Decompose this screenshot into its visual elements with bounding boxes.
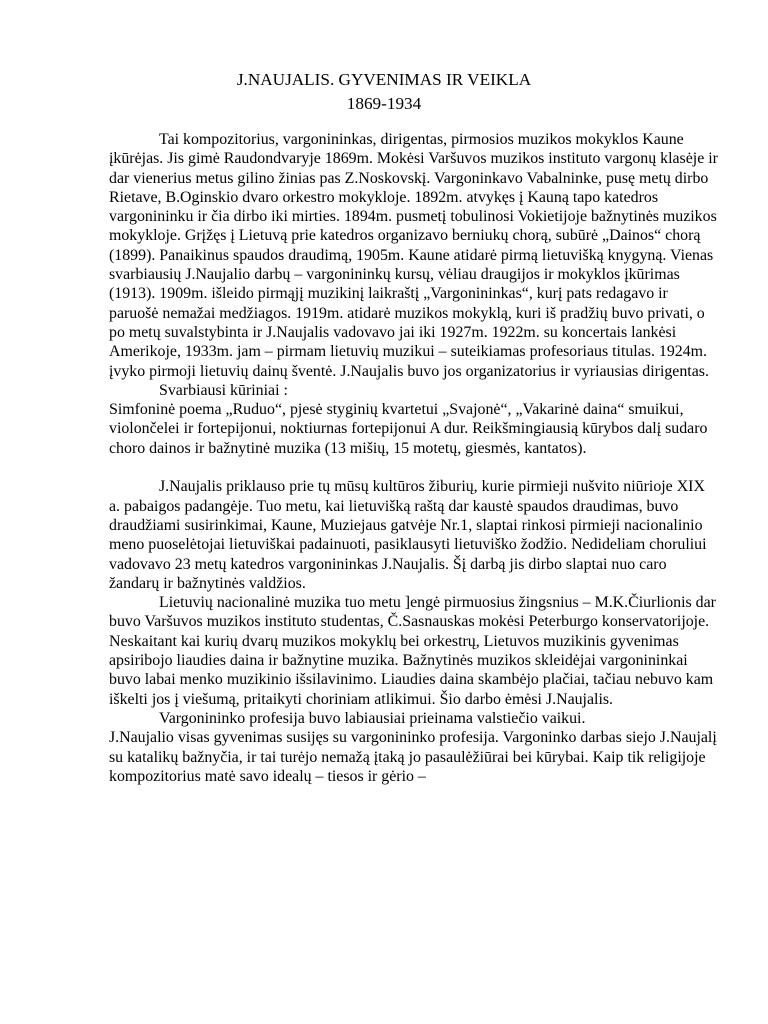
- paragraph-spacer: [109, 458, 719, 477]
- paragraph-culture: J.Naujalis priklauso prie tų mūsų kultūros žiburių, kurie pirmieji nušvito niūrioje XIX a. pabaigos padangėje. Tuo metu, kai lietuvišką raštą dar kaustė spaudos draudimas, buvo draudžiami susirinkimai, Kaune, Muziejaus gatvėje Nr.1, slaptai rinkosi pirmieji nacionalinio meno puoselėtojai lietuviškai padainuoti, pasiklausyti lietuviško žodžio. Nedideliam choruliui vadovavo 23 metų katedros vargonininkas J.Naujalis. Šį darbą jis dirbo slaptai nuo caro žandarų ir bažnytinės valdžios.: [109, 478, 707, 592]
- paragraph-profession: Vargonininko profesija buvo labiausiai prieinama valstiečio vaikui.: [159, 709, 586, 727]
- document-years: 1869-1934: [346, 94, 422, 113]
- paragraph-works-list: Simfoninė poema „Ruduo“, pjesė styginių kvartetui „Svajonė“, „Vakarinė daina“ smuikui, violončelei ir fortepijonui, noktiurnas fortepijonui A dur. Reikšmingiausią kūrybos dalį sudaro choro dainos ir bažnytinė muzika (13 mišių, 15 motetų, giesmės, kantatos).: [109, 401, 708, 457]
- paragraph-life: J.Naujalio visas gyvenimas susijęs su vargonininko profesija. Vargoninko darbas siejo J.Naujalį su katalikų bažnyčia, ir tai turėjo nemažą įtaką jo pasaulėžiūrai bei kūrybai. Kaip tik religijoje kompozitorius matė savo idealų – tiesos ir gėrio –: [109, 729, 717, 785]
- document-body: [109, 130, 719, 786]
- paragraph-works-heading: Svarbiausi kūriniai :: [159, 381, 288, 399]
- paragraph-biography: Tai kompozitorius, vargonininkas, dirigentas, pirmosios muzikos mokyklos Kaune įkūrėjas. Jis gimė Raudondvaryje 1869m. Mokėsi Varšuvos muzikos instituto vargonų klasėje ir dar vienerius metus gilino žinias pas Z.Noskovskį. Vargoninkavo Vabalninke, pusę metų dirbo Rietave, B.Oginskio dvaro orkestro mokykloje. 1892m. atvykęs į Kauną tapo katedros vargonininku ir čia dirbo iki mirties. 1894m. pusmetį tobulinosi Vokietijoje bažnytinės muzikos mokykloje. Grįžęs į Lietuvą prie katedros organizavo berniukų chorą, subūrė „Dainos“ chorą (1899). Panaikinus spaudos draudimą, 1905m. Kaune atidarė pirmą lietuvišką knygyną. Vienas svarbiausių J.Naujalio darbų – vargonininkų kursų, vėliau draugijos ir mokyklos įkūrimas (1913). 1909m. išleido pirmąjį muzikinį laikraštį „Vargonininkas“, kurį pats redagavo ir paruošė nemažai medžiagos. 1919m. atidarė muzikos mokyklą, kuri iš pradžių buvo privati, o po metų suvalstybinta ir J.Naujalis vadovavo jai iki 1927m. 1922m. su koncertais lankėsi Amerikoje, 1933m. jam – pirmam lietuvių muzikui – suteikiamas profesoriaus titulas. 1924m. įvyko pirmoji lietuvių dainų šventė. J.Naujalis buvo jos organizatorius ir vyriausias dirigentas.: [109, 131, 718, 380]
- document-title: J.NAUJALIS. GYVENIMAS IR VEIKLA: [236, 70, 532, 89]
- paragraph-national-music: Lietuvių nacionalinė muzika tuo metu ]engė pirmuosius žingsnius – M.K.Čiurlionis dar buvo Varšuvos muzikos instituto studentas, Č.Sasnauskas mokėsi Peterburgo konservatorijoje. Neskaitant kai kurių dvarų muzikos mokyklų bei orkestrų, Lietuvos muzikinis gyvenimas apsiribojo liaudies daina ir bažnytine muzika. Bažnytinės muzikos skleidėjai vargonininkai buvo labai menko muzikinio išsilavinimo. Liaudies daina skambėjo plačiai, tačiau nebuvo kam iškelti jos į viešumą, pritaikyti choriniam atlikimui. Šio darbo ėmėsi J.Naujalis.: [109, 594, 716, 708]
